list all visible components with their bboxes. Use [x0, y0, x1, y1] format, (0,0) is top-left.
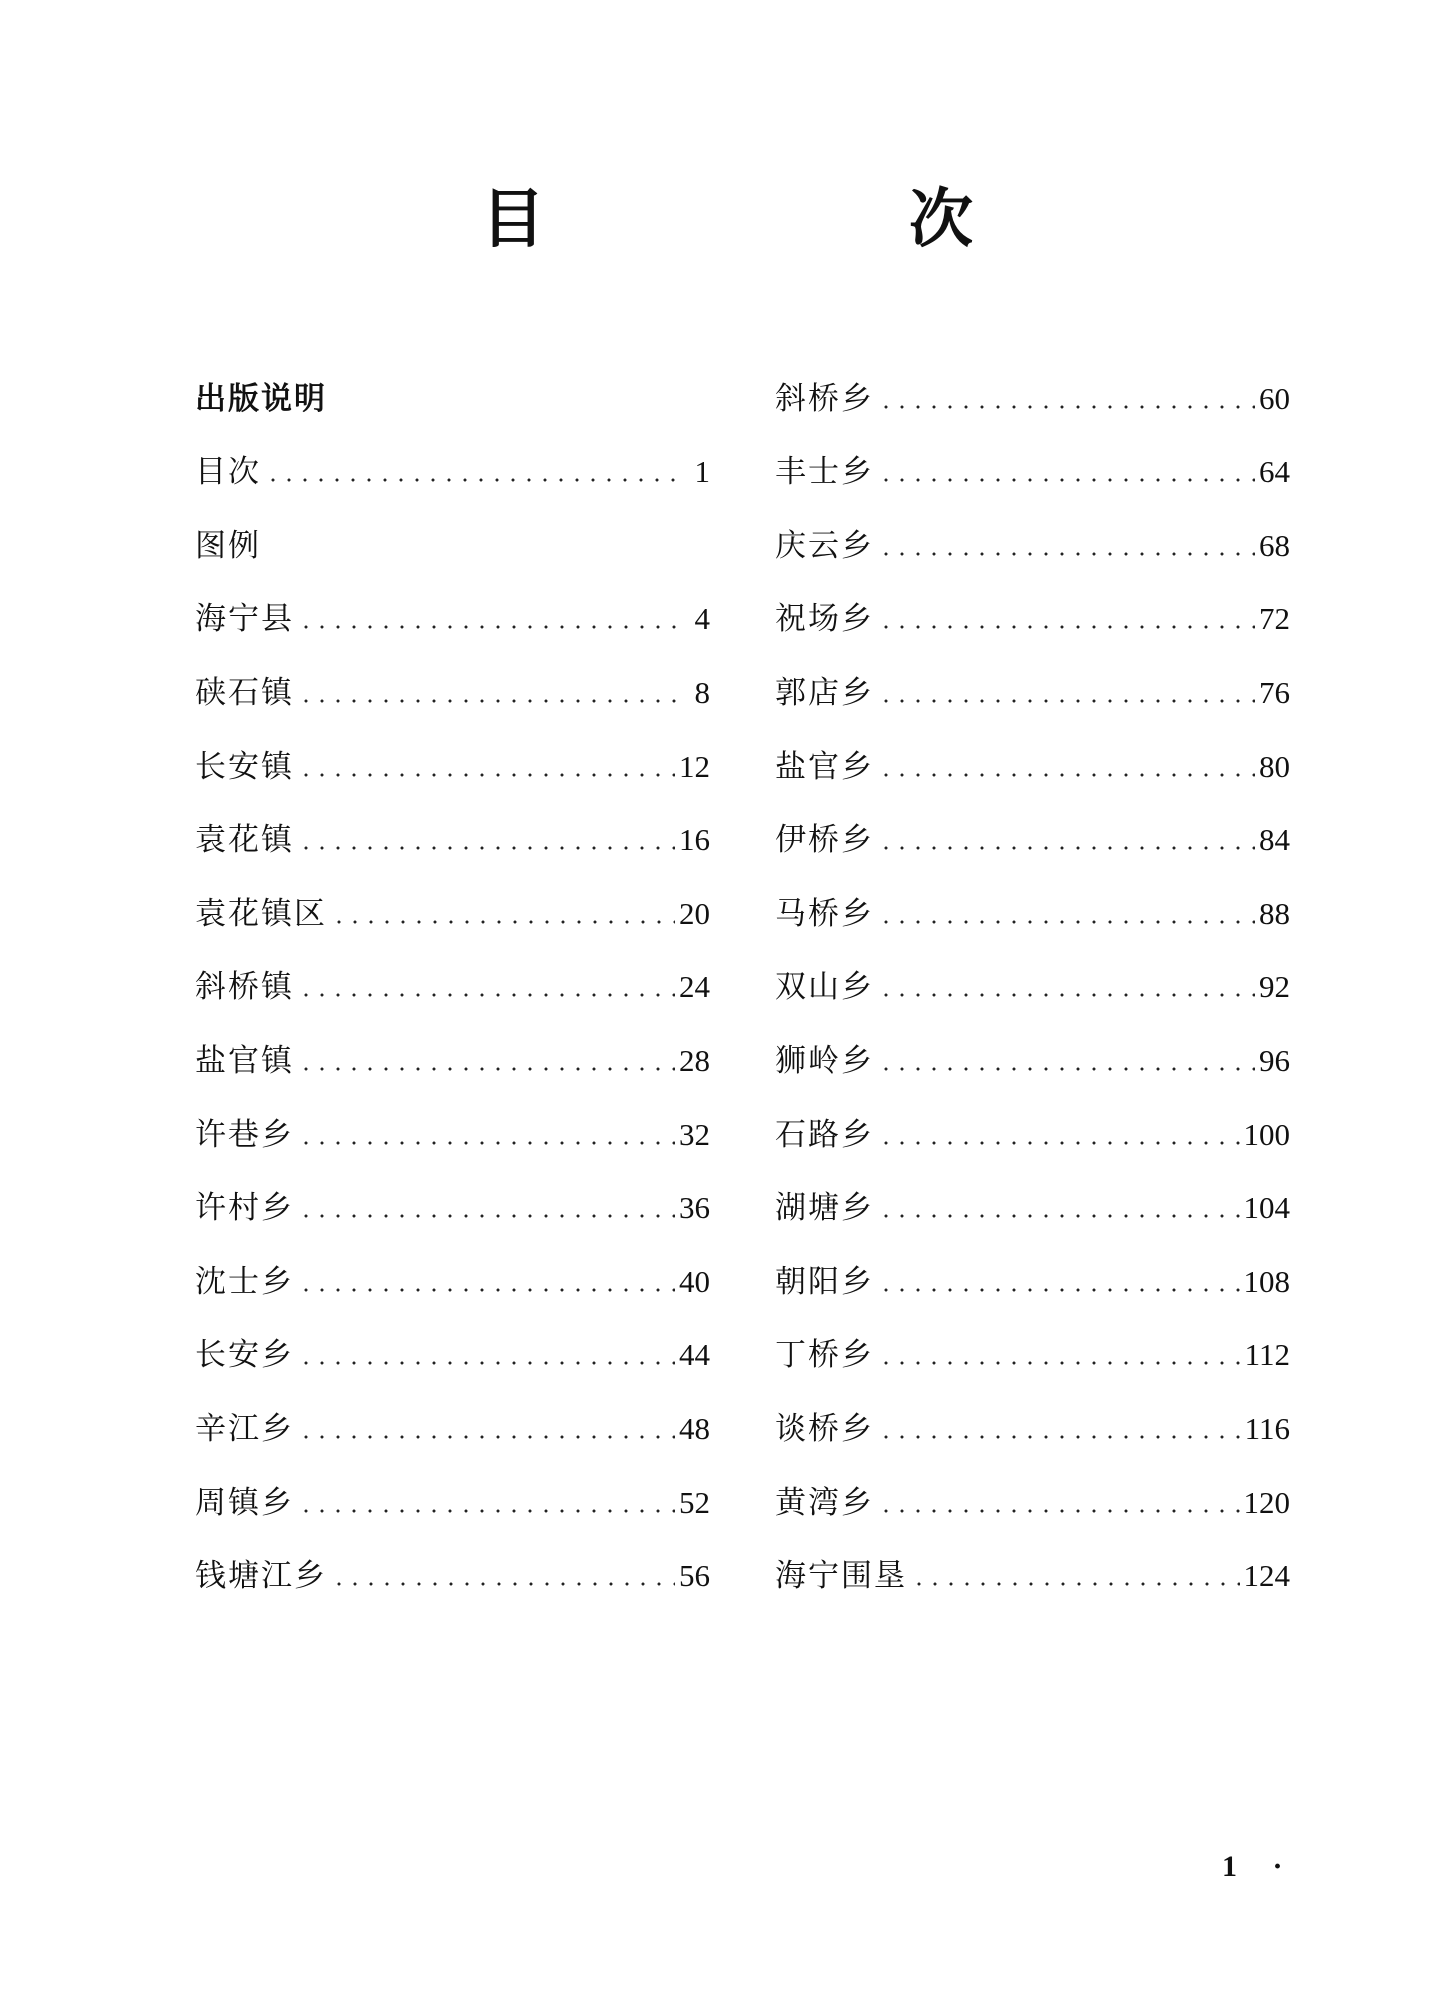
toc-entry-label: 双山乡	[775, 969, 874, 1006]
toc-entry-page: 52	[679, 1484, 710, 1520]
toc-entry	[195, 639, 710, 713]
toc-leader-dots	[878, 698, 1255, 704]
toc-entry	[775, 1302, 1290, 1376]
toc-entry-page: 100	[1243, 1116, 1290, 1152]
toc-entry-page: 40	[679, 1263, 710, 1299]
toc-entry	[195, 1155, 710, 1229]
toc-leader-dots	[298, 1287, 675, 1293]
toc-entry-page: 48	[679, 1410, 710, 1446]
toc-entry	[195, 419, 710, 493]
toc-entry-label: 目次	[195, 454, 261, 491]
toc-entry-page: 96	[1259, 1042, 1290, 1078]
toc-leader-dots	[331, 1581, 675, 1587]
toc-entry	[195, 713, 710, 787]
toc-entry	[195, 1007, 710, 1081]
toc-leader-dots	[298, 1434, 675, 1440]
toc-leader-dots	[878, 1360, 1241, 1366]
toc-entry-label: 沈士乡	[195, 1263, 294, 1300]
toc-entry	[775, 1228, 1290, 1302]
toc-leader-dots	[878, 1066, 1255, 1072]
toc-entry-page: 116	[1244, 1410, 1290, 1446]
toc-entry-label: 郭店乡	[775, 674, 874, 711]
toc-entry-label: 海宁围垦	[775, 1558, 907, 1595]
toc-entry-page: 92	[1259, 969, 1290, 1005]
toc-leader-dots	[298, 772, 675, 778]
toc-entry	[195, 1449, 710, 1523]
toc-leader-dots	[878, 551, 1255, 557]
toc-entry-label: 长安镇	[195, 748, 294, 785]
toc-entry	[775, 860, 1290, 934]
toc-entry-label: 图例	[195, 527, 261, 564]
toc-entry	[195, 934, 710, 1008]
toc-entry	[775, 345, 1290, 419]
toc-entry-page: 8	[694, 674, 710, 710]
toc-entry-label: 袁花镇	[195, 822, 294, 859]
toc-leader-dots	[298, 992, 675, 998]
toc-leader-dots	[878, 624, 1255, 630]
toc-entry-label: 谈桥乡	[775, 1410, 874, 1447]
toc-leader-dots	[878, 1140, 1240, 1146]
toc-entry-label: 周镇乡	[195, 1484, 294, 1521]
toc-entry-label: 辛江乡	[195, 1410, 294, 1447]
toc-entry-page: 120	[1243, 1484, 1290, 1520]
toc-entry-page: 80	[1259, 748, 1290, 784]
toc-entry-page: 72	[1259, 601, 1290, 637]
toc-entry-label: 盐官乡	[775, 748, 874, 785]
toc-entry-label: 硖石镇	[195, 674, 294, 711]
toc-entry-page: 64	[1259, 454, 1290, 490]
toc-entry-page: 28	[679, 1042, 710, 1078]
toc-entry-label: 出版说明	[195, 380, 327, 417]
toc-entry-page: 60	[1259, 380, 1290, 416]
toc-entry-label: 斜桥镇	[195, 969, 294, 1006]
toc-entry-page: 108	[1243, 1263, 1290, 1299]
toc-entry-page: 112	[1244, 1337, 1290, 1373]
toc-entry-label: 朝阳乡	[775, 1263, 874, 1300]
toc-entry-label: 狮岭乡	[775, 1042, 874, 1079]
toc-leader-dots	[878, 1287, 1240, 1293]
page-title: 目 次	[481, 182, 1123, 257]
toc-entry-label: 盐官镇	[195, 1042, 294, 1079]
toc-entry-label: 庆云乡	[775, 527, 874, 564]
toc-leader-dots	[298, 1140, 675, 1146]
toc-entry	[195, 860, 710, 934]
toc-entry-label: 袁花镇区	[195, 895, 327, 932]
toc-entry	[195, 345, 710, 419]
toc-entry-page: 12	[679, 748, 710, 784]
toc-entry-label: 许村乡	[195, 1190, 294, 1227]
toc-leader-dots	[878, 404, 1255, 410]
toc-entry	[775, 492, 1290, 566]
toc-leader-dots	[298, 698, 678, 704]
toc-entry	[195, 1228, 710, 1302]
toc-leader-dots	[331, 919, 675, 925]
toc-entry	[775, 1081, 1290, 1155]
toc-leader-dots	[878, 1508, 1240, 1514]
toc-entry	[775, 713, 1290, 787]
page-number: 1 ·	[1222, 1850, 1297, 1883]
toc-entry-label: 斜桥乡	[775, 380, 874, 417]
toc-entry-page: 36	[679, 1190, 710, 1226]
toc-entry-page: 124	[1243, 1558, 1290, 1594]
toc-entry	[195, 1523, 710, 1597]
toc-leader-dots	[298, 845, 675, 851]
toc-entry-label: 黄湾乡	[775, 1484, 874, 1521]
toc-entry	[775, 934, 1290, 1008]
toc-entry-label: 马桥乡	[775, 895, 874, 932]
toc-entry-page: 16	[679, 822, 710, 858]
toc-leader-dots	[878, 919, 1255, 925]
toc-entry-page: 104	[1243, 1190, 1290, 1226]
toc-entry-page: 20	[679, 895, 710, 931]
toc-entry	[775, 419, 1290, 493]
toc-entry	[775, 1523, 1290, 1597]
toc-entry	[775, 639, 1290, 713]
toc-leader-dots	[911, 1581, 1240, 1587]
toc-entry-page: 68	[1259, 527, 1290, 563]
toc-entry-label: 祝场乡	[775, 601, 874, 638]
toc-leader-dots	[265, 477, 678, 483]
toc-entry-label: 伊桥乡	[775, 822, 874, 859]
toc-entry-page: 1	[694, 454, 710, 490]
toc-right-column	[775, 345, 1290, 1596]
toc-leader-dots	[298, 1508, 675, 1514]
toc-entry	[775, 1375, 1290, 1449]
toc-leader-dots	[878, 477, 1255, 483]
toc-entry-page: 24	[679, 969, 710, 1005]
toc-entry	[195, 1081, 710, 1155]
toc-leader-dots	[878, 772, 1255, 778]
toc-leader-dots	[298, 624, 678, 630]
toc-entry	[195, 566, 710, 640]
toc-entry-label: 钱塘江乡	[195, 1558, 327, 1595]
toc-entry-label: 石路乡	[775, 1116, 874, 1153]
toc-entry-page: 84	[1259, 822, 1290, 858]
toc-entry-page: 76	[1259, 674, 1290, 710]
toc-entry	[775, 787, 1290, 861]
toc-left-column	[195, 345, 710, 1596]
toc-entry-label: 丰士乡	[775, 454, 874, 491]
toc-entry	[775, 1007, 1290, 1081]
toc-entry-label: 长安乡	[195, 1337, 294, 1374]
toc-leader-dots	[878, 1434, 1241, 1440]
toc-entry-label: 湖塘乡	[775, 1190, 874, 1227]
toc-leader-dots	[298, 1360, 675, 1366]
toc-entry-page: 44	[679, 1337, 710, 1373]
toc-entry-page: 56	[679, 1558, 710, 1594]
toc-entry	[195, 787, 710, 861]
toc-entry	[195, 492, 710, 566]
toc-entry-page: 4	[694, 601, 710, 637]
toc-leader-dots	[878, 1213, 1240, 1219]
toc-entry-label: 海宁县	[195, 601, 294, 638]
toc-leader-dots	[298, 1066, 675, 1072]
toc-entry	[775, 566, 1290, 640]
toc-entry	[775, 1449, 1290, 1523]
toc-entry-page: 88	[1259, 895, 1290, 931]
toc-entry	[195, 1302, 710, 1376]
toc-leader-dots	[878, 845, 1255, 851]
toc-entry	[775, 1155, 1290, 1229]
toc-entry-label: 丁桥乡	[775, 1337, 874, 1374]
toc-leader-dots	[298, 1213, 675, 1219]
toc-leader-dots	[878, 992, 1255, 998]
toc-entry	[195, 1375, 710, 1449]
toc-entry-page: 32	[679, 1116, 710, 1152]
toc-entry-label: 许巷乡	[195, 1116, 294, 1153]
